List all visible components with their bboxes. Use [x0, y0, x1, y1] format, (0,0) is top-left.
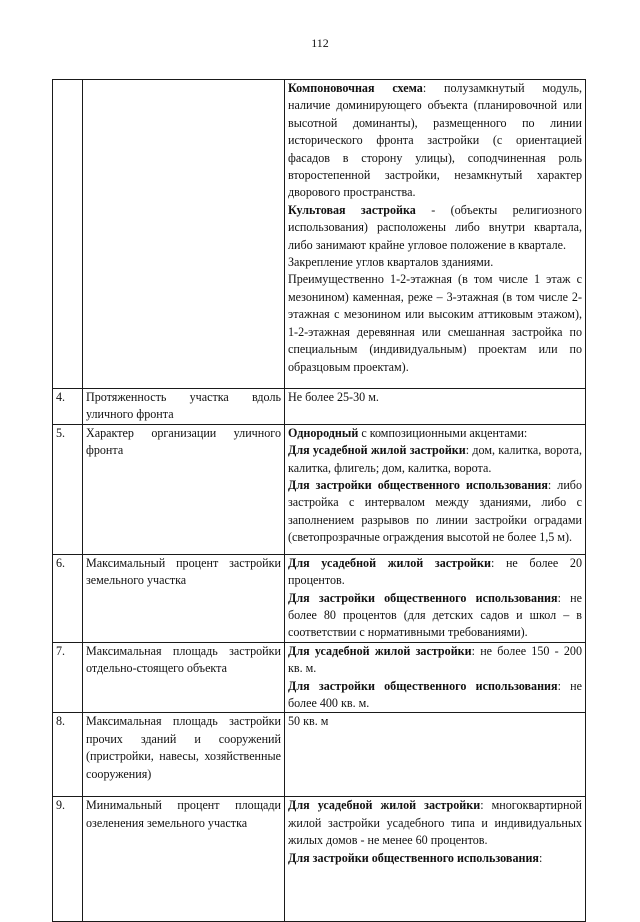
parameter-name: Максимальная площадь застройки прочих зданий и сооружений (пристройки, навесы, хозяйственные сооружения)	[83, 713, 285, 797]
parameter-value	[285, 424, 586, 554]
value-paragraph	[288, 797, 582, 849]
value-text: : не более 80 процентов (для детских садов и школ – в соответствии с нормативными требованиями).	[288, 590, 583, 640]
row-number: 5.	[53, 424, 83, 554]
row-number: 6.	[53, 554, 83, 642]
value-text: 50 кв. м	[288, 714, 329, 729]
table-row	[53, 713, 586, 797]
value-paragraph	[288, 850, 582, 867]
value-paragraph	[288, 678, 582, 713]
value-text: с композиционными акцентами:	[358, 425, 528, 440]
value-text: : не более 150 - 200 кв. м.	[288, 643, 582, 676]
value-text: Не более 25-30 м.	[288, 390, 379, 404]
value-paragraph	[288, 271, 582, 375]
value-heading: Для усадебной жилой застройки	[288, 443, 466, 458]
parameter-name: Максимальная площадь застройки отдельно-стоящего объекта	[83, 642, 285, 713]
row-number: 8.	[53, 713, 83, 797]
value-heading: Для застройки общественного использования	[288, 678, 558, 693]
parameter-value	[285, 713, 586, 797]
page-number: 112	[311, 36, 329, 50]
value-heading: Однородный	[288, 425, 359, 440]
value-text: - (объекты религиозного использования) расположены либо внутри квартала, либо занимают крайне угловое положение в квартале.	[288, 202, 582, 252]
table-row	[53, 424, 586, 554]
value-heading: Культовая застройка	[288, 202, 416, 217]
row-number	[53, 80, 83, 389]
row-number: 9.	[53, 797, 83, 922]
parameter-value	[285, 642, 586, 713]
value-paragraph	[288, 643, 582, 678]
parameter-value	[285, 389, 586, 425]
value-paragraph	[288, 477, 582, 547]
value-paragraph	[288, 555, 582, 590]
value-paragraph	[288, 202, 582, 254]
value-heading: Для застройки общественного использования	[288, 590, 558, 605]
parameter-name	[83, 80, 285, 389]
value-heading: Для усадебной жилой застройки	[288, 555, 491, 570]
value-paragraph	[288, 80, 582, 202]
row-number: 7.	[53, 642, 83, 713]
value-text: : либо застройка с интервалом между зданиями, либо с заполнением разрывов по линии застройки оградами (светопрозрачные ограждения высотой не более 1,5 м).	[288, 478, 582, 545]
value-paragraph	[288, 425, 582, 442]
value-text: Закрепление углов кварталов зданиями.	[288, 255, 494, 270]
parameter-name: Минимальный процент площади озеленения земельного участка	[83, 797, 285, 922]
value-paragraph	[288, 254, 582, 271]
value-text: :	[538, 850, 543, 865]
value-text: : не более 400 кв. м.	[288, 678, 583, 711]
table-row	[53, 389, 586, 425]
table-row	[53, 80, 586, 389]
table-row	[53, 642, 586, 713]
value-text: : дом, калитка, ворота, калитка, флигель; дом, калитка, ворота.	[288, 443, 582, 475]
value-heading: Для застройки общественного использования	[288, 850, 539, 865]
value-paragraph	[288, 389, 582, 406]
value-text: : полузамкнутый модуль, наличие доминирующего объекта (планировочной или высотной доминанты), размещенного по линии исторического фронта застройки (с ориентацией фасадов в сторону улицы), соподчиненная роль второстепенной застройки, незамкнутый характер дворового пространства.	[288, 81, 582, 200]
parameter-value	[285, 554, 586, 642]
value-paragraph	[288, 442, 582, 477]
parameter-value	[285, 797, 586, 922]
row-number: 4.	[53, 389, 83, 425]
table-row	[53, 554, 586, 642]
parameter-name: Протяженность участка вдоль уличного фронта	[83, 389, 285, 425]
value-text: : не более 20 процентов.	[288, 555, 582, 588]
parameter-value	[285, 80, 586, 389]
value-heading: Для усадебной жилой застройки	[288, 798, 481, 813]
value-paragraph	[288, 713, 582, 730]
value-text: : многоквартирной жилой застройки усадебного типа и индивидуальных жилых домов - не менее 60 процентов.	[288, 798, 582, 848]
value-heading: Компоновочная схема	[288, 81, 423, 95]
value-heading: Для усадебной жилой застройки	[288, 643, 472, 658]
value-paragraph	[288, 590, 582, 642]
parameter-name: Характер организации уличного фронта	[83, 424, 285, 554]
table-row	[53, 797, 586, 922]
value-text: Преимущественно 1-2-этажная (в том числе 1 этаж с мезонином) каменная, реже – 3-этажная (в том числе 2-этажная с мезонином или высоким аттиковым этажом), 1-2-этажная деревянная или смешанная застройка по специальным (индивидуальным) проектам или по образцовым проектам).	[288, 272, 582, 374]
regulations-table	[52, 79, 586, 922]
parameter-name: Максимальный процент застройки земельного участка	[83, 554, 285, 642]
value-heading: Для застройки общественного использования	[288, 478, 548, 493]
